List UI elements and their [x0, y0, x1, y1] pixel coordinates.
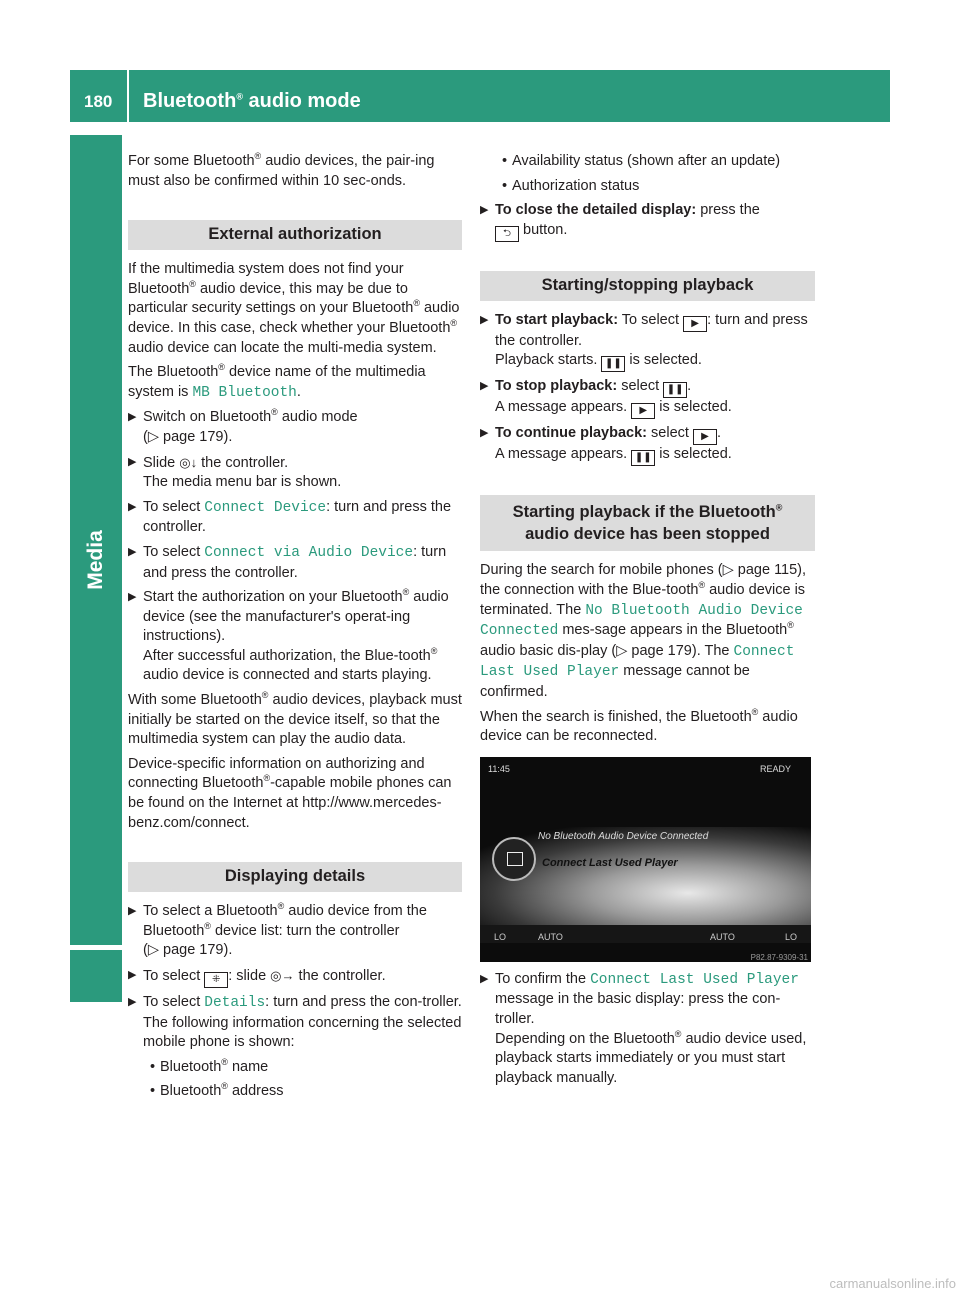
instruction-step: ▶ To select a Bluetooth® audio device from the Bluetooth® device list: turn the controller (▷ page 179). [128, 902, 462, 961]
instruction-step: ▶ To close the detailed display: press the ⮌ button. [480, 201, 815, 242]
play-icon: ▶ [683, 316, 707, 332]
instruction-step: ▶ To start playback: To select ▶ : turn and press the controller. Playback starts. ❚❚ is selected. [480, 311, 815, 373]
section-heading-displaying-details: Displaying details [128, 862, 462, 892]
pause-icon: ❚❚ [601, 356, 625, 372]
instruction-step: ▶ Slide ◎↓ the controller. The media menu bar is shown. [128, 453, 462, 493]
right-column [480, 152, 815, 1093]
paragraph: With some Bluetooth® audio devices, playback must initially be started on the device itself, so that the multimedia system can play the audio data. [128, 690, 462, 748]
page-header [70, 70, 890, 122]
instruction-step: ▶ To select Details: turn and press the con-troller. The following information concerning the selected mobile phone is shown: [128, 993, 462, 1053]
no-device-message: No Bluetooth Audio Device Connected [538, 830, 709, 842]
pause-icon: ❚❚ [631, 450, 655, 466]
climate-lo-right: LO [785, 931, 798, 942]
instruction-step: ▶ To continue playback: select ▶ . A message appears. ❚❚ is selected. [480, 424, 815, 466]
paragraph: Device-specific information on authorizing and connecting Bluetooth®-capable mobile phones can be found on the Internet at http://www.mercedes-benz.com/connect. [128, 755, 452, 831]
play-icon: ▶ [631, 403, 655, 419]
climate-lo-left: LO [494, 931, 507, 942]
paragraph: If the multimedia system does not find your Bluetooth® audio device, this may be due to particular security settings on your Bluetooth® audio device. In this case, check whether your Bluetooth® audio device can locate the multi-media system. [128, 261, 460, 356]
instruction-step: ▶ To select ⁜ : slide ◎→ the controller. [128, 966, 462, 988]
instruction-step: ▶ To stop playback: select ❚❚ . A message appears. ▶ is selected. [480, 377, 815, 419]
section-heading-starting-playback-stopped: Starting playback if the Bluetooth® audio device has been stopped [480, 495, 815, 551]
climate-auto-right: AUTO [710, 931, 735, 942]
header-divider [127, 70, 129, 122]
list-item: • Authorization status [480, 177, 815, 197]
instruction-step: ▶ To select Connect Device: turn and press the controller. [128, 498, 462, 538]
left-column [128, 152, 462, 1107]
back-button-icon: ⮌ [495, 226, 519, 242]
intro-paragraph: For some Bluetooth® audio devices, the pair-ing must also be confirmed within 10 sec-onds. [128, 151, 435, 189]
play-icon: ▶ [693, 429, 717, 445]
pause-icon: ❚❚ [663, 382, 687, 398]
section-tab-square [70, 950, 122, 1002]
status-bar [480, 757, 811, 773]
connect-last-used-player-message: Connect Last Used Player [542, 856, 678, 869]
paragraph: When the search is finished, the Bluetooth® audio device can be reconnected. [480, 706, 798, 745]
phone-options-icon: ⁜ [204, 972, 228, 988]
instruction-step: ▶ Switch on Bluetooth® audio mode (▷ page 179). [128, 408, 462, 447]
instruction-step: ▶ To select Connect via Audio Device: turn and press the controller. [128, 543, 462, 583]
climate-bar [480, 925, 811, 943]
list-item: • Availability status (shown after an update) [480, 152, 815, 172]
list-item: • Bluetooth® address [128, 1082, 462, 1102]
paragraph: During the search for mobile phones (▷ page 115), the connection with the Blue-tooth® audio device is terminated. The No Bluetooth Audio Device Connected mes-sage appears in the Bluetooth® audio basic dis-play (▷ page 179). The Connect Last Used Player message cannot be confirmed. [480, 562, 807, 700]
status-text: READY [759, 763, 791, 774]
list-item: • Bluetooth® name [128, 1058, 462, 1078]
controller-slide-right-icon: ◎→ [270, 968, 295, 983]
watermark: carmanualsonline.info [829, 1276, 956, 1291]
climate-auto-left: AUTO [538, 931, 563, 942]
clock: 11:45 [488, 763, 510, 774]
page-title: Bluetooth® audio mode [143, 90, 361, 112]
paragraph: The Bluetooth® device name of the multimedia system is MB Bluetooth. [128, 362, 426, 401]
display-screenshot [480, 757, 811, 962]
controller-slide-down-icon: ◎↓ [179, 454, 198, 470]
section-heading-starting-stopping-playback: Starting/stopping playback [480, 271, 815, 301]
image-code: P82.87-9309-31 [750, 952, 808, 962]
page-number: 180 [84, 92, 113, 111]
instruction-step: ▶ To confirm the Connect Last Used Player message in the basic display: press the con-troller. Depending on the Bluetooth® audio device used, playback starts immediately or you must start playback manually. [480, 970, 815, 1089]
instruction-step: ▶ Start the authorization on your Bluetooth® audio device (see the manufacturer's operat-ing instructions). After successful authorization, the Blue-tooth® audio device is connected and starts playing. [128, 588, 462, 686]
device-icon [492, 837, 536, 881]
section-heading-external-authorization: External authorization [128, 220, 462, 250]
